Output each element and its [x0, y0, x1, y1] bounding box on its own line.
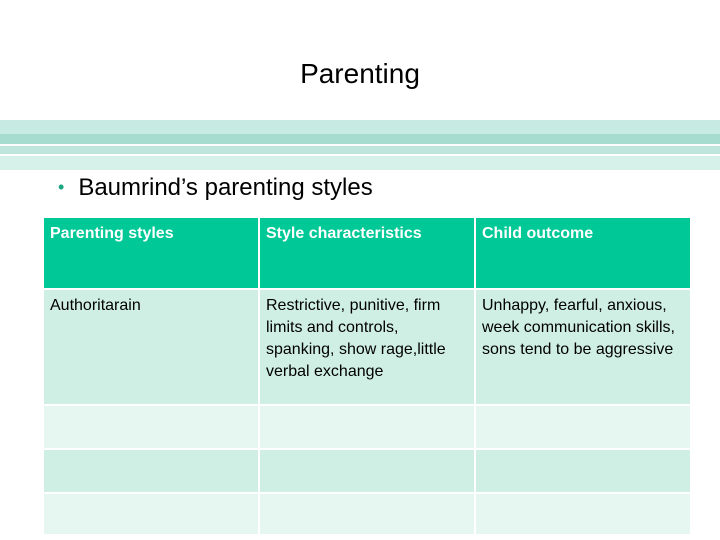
decorative-band — [0, 146, 720, 154]
slide-title: Parenting — [300, 58, 420, 89]
table-cell: Unhappy, fearful, anxious, week communication skills, sons tend to be aggressive — [475, 289, 691, 405]
header-cell: Style characteristics — [259, 217, 475, 289]
decorative-band — [0, 156, 720, 170]
bullet-item — [58, 174, 373, 202]
table-cell — [475, 493, 691, 535]
table-cell — [475, 405, 691, 449]
table-cell: Restrictive, punitive, firm limits and controls, spanking, show rage,little verbal exchange — [259, 289, 475, 405]
table-cell — [43, 449, 259, 493]
bullet-dot-icon: • — [58, 177, 65, 197]
table-header-row — [43, 217, 691, 289]
table-row — [43, 449, 691, 493]
header-cell: Child outcome — [475, 217, 691, 289]
table-cell — [43, 493, 259, 535]
table-row — [43, 493, 691, 535]
table-cell: Authoritarain — [43, 289, 259, 405]
decorative-band — [0, 134, 720, 144]
table-cell — [259, 405, 475, 449]
table-cell — [259, 493, 475, 535]
table-cell — [43, 405, 259, 449]
table-row — [43, 289, 691, 405]
bullet-text: Baumrind’s parenting styles — [78, 174, 373, 201]
header-cell: Parenting styles — [43, 217, 259, 289]
decorative-band — [0, 120, 720, 134]
table-cell — [259, 449, 475, 493]
table-row — [43, 405, 691, 449]
table-cell — [475, 449, 691, 493]
parenting-styles-table — [42, 216, 692, 536]
